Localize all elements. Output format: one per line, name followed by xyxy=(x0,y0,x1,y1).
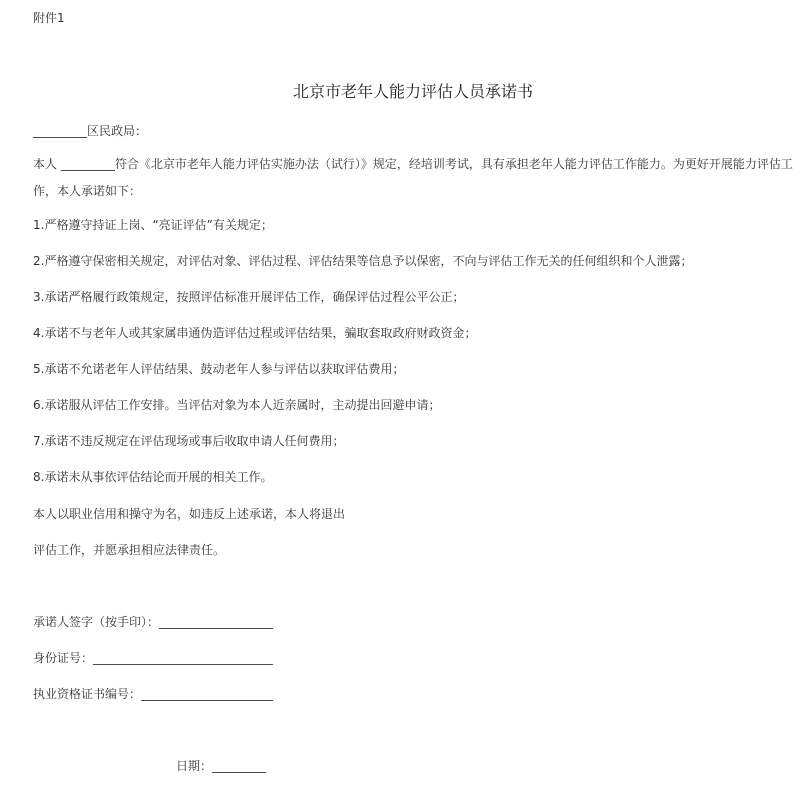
addressee: _________区民政局： xyxy=(33,124,148,138)
commitment-item-7: 7.承诺不违反规定在评估现场或事后收取申请人任何费用； xyxy=(33,434,345,448)
commitment-item-2: 2.严格遵守保密相关规定，对评估对象、评估过程、评估结果等信息予以保密，不向与评估工作无关的任何组织和个人泄露； xyxy=(33,254,693,268)
id-number-field: 身份证号：______________________________ xyxy=(33,651,274,665)
attachment-label: 附件1 xyxy=(33,11,65,25)
closing-line-2: 评估工作，并愿承担相应法律责任。 xyxy=(33,543,226,557)
commitment-item-8: 8.承诺未从事依评估结论而开展的相关工作。 xyxy=(33,470,273,484)
closing-line-1: 本人以职业信用和操守为名，如违反上述承诺，本人将退出 xyxy=(33,507,346,521)
intro-text: 本人 _________符合《北京市老年人能力评估实施办法（试行）》规定，经培训考试，具有承担老年人能力评估工作能力。为更好开展能力评估工作，本人承诺如下： xyxy=(33,157,793,198)
signature-field: 承诺人签字（按手印）：___________________ xyxy=(33,615,274,629)
commitment-item-4: 4.承诺不与老年人或其家属串通伪造评估过程或评估结果，骗取套取政府财政资金； xyxy=(33,326,477,340)
commitment-item-5: 5.承诺不允诺老年人评估结果、鼓动老年人参与评估以获取评估费用； xyxy=(33,362,405,376)
commitment-item-3: 3.承诺严格履行政策规定，按照评估标准开展评估工作，确保评估过程公平公正； xyxy=(33,290,465,304)
commitment-item-6: 6.承诺服从评估工作安排。当评估对象为本人近亲属时，主动提出回避申请； xyxy=(33,398,441,412)
intro-paragraph xyxy=(33,151,793,205)
commitment-item-1: 1.严格遵守持证上岗、“亮证评估”有关规定； xyxy=(33,218,273,232)
document-title: 北京市老年人能力评估人员承诺书 xyxy=(292,82,533,101)
certificate-number-field: 执业资格证书编号：______________________ xyxy=(33,687,274,701)
date-field: 日期：_________ xyxy=(176,759,267,773)
